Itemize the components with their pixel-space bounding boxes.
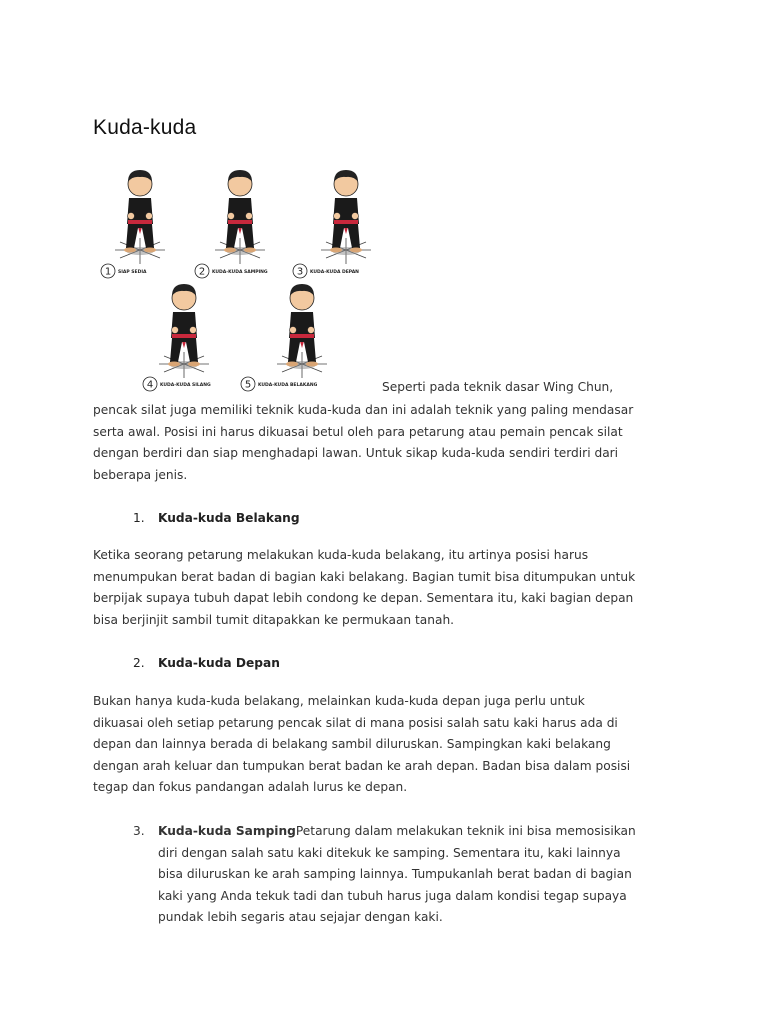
stance-label-1 (101, 264, 147, 278)
list-number: 3. (133, 824, 145, 838)
paragraph-line: tegap dan fokus pandangan adalah lurus ke depan. (93, 780, 408, 795)
stance-label-4 (143, 377, 211, 391)
svg-text:2: 2 (198, 266, 206, 278)
list-item-heading-1 (133, 508, 300, 530)
paragraph-line: depan dan lainnya berada di belakang sambil diluruskan. Sampingkan kaki belakang (93, 737, 611, 752)
intro-paragraph (93, 400, 678, 486)
paragraph-line: bisa berjinjit sambil tumit ditapakkan ke permukaan tanah. (93, 612, 455, 627)
svg-text:1: 1 (104, 266, 112, 278)
stance-figure-3 (321, 170, 371, 264)
stance-label-5 (241, 377, 318, 391)
stance-label-3 (293, 264, 359, 278)
list-number: 1. (133, 511, 145, 525)
svg-text:5: 5 (244, 379, 252, 391)
paragraph-line: Ketika seorang petarung melakukan kuda-kuda belakang, itu artinya posisi harus (93, 548, 589, 562)
stances-illustration (92, 160, 392, 400)
paragraph-line: Petarung dalam melakukan teknik ini bisa memosisikan (295, 824, 636, 838)
list-item-heading-2 (133, 653, 280, 675)
section-paragraph-2 (93, 691, 678, 799)
stance-figure-1 (115, 170, 165, 264)
paragraph-line: dikuasai oleh setiap petarung pencak silat di mana posisi salah satu kaki harus ada di (93, 715, 618, 730)
stance-figure-4 (159, 284, 209, 378)
paragraph-line: kaki yang Anda tekuk tadi dan tubuh harus juga dalam kondisi tegap supaya (158, 888, 627, 903)
paragraph-line: pundak lebih segaris atau sejajar dengan kaki. (158, 910, 443, 925)
svg-text:4: 4 (146, 379, 154, 391)
section-heading: Kuda-kuda Depan (158, 656, 280, 670)
svg-text:KUDA-KUDA DEPAN: KUDA-KUDA DEPAN (310, 270, 359, 275)
paragraph-line: berpijak supaya tubuh dapat lebih condong ke depan. Sementara itu, kaki bagian depan (93, 591, 634, 606)
intro-line: serta awal. Posisi ini harus dikuasai betul oleh para petarung atau pemain pencak silat (93, 424, 623, 439)
paragraph-line: bisa diluruskan ke arah samping lainnya. Tumpukanlah berat badan di bagian (158, 867, 632, 882)
section-paragraph-1 (93, 545, 678, 631)
list-item-3 (133, 821, 698, 929)
list-number: 2. (133, 656, 145, 670)
stance-figure-5 (277, 284, 327, 378)
paragraph-line: diri dengan salah satu kaki ditekuk ke samping. Sementara itu, kaki lainnya (158, 845, 621, 860)
paragraph-line: Bukan hanya kuda-kuda belakang, melainkan kuda-kuda depan juga perlu untuk (93, 694, 585, 708)
svg-text:KUDA-KUDA SILANG: KUDA-KUDA SILANG (160, 383, 211, 388)
paragraph-line: menumpukan berat badan di bagian kaki belakang. Bagian tumit bisa ditumpukan untuk (93, 569, 636, 584)
intro-line: beberapa jenis. (93, 467, 188, 482)
intro-line: pencak silat juga memiliki teknik kuda-kuda dan ini adalah teknik yang paling mendasar (93, 403, 634, 417)
section-heading: Kuda-kuda Belakang (158, 511, 300, 525)
svg-text:KUDA-KUDA SAMPING: KUDA-KUDA SAMPING (212, 270, 268, 275)
page-title: Kuda-kuda (93, 116, 197, 139)
intro-line: dengan berdiri dan siap menghadapi lawan. Untuk sikap kuda-kuda sendiri terdiri dari (93, 446, 619, 461)
section-heading: Kuda-kuda Samping (158, 824, 296, 838)
paragraph-line: dengan arah keluar dan tumpukan berat badan ke arah depan. Badan bisa dalam posisi (93, 758, 631, 773)
svg-text:KUDA-KUDA BELAKANG: KUDA-KUDA BELAKANG (258, 383, 318, 388)
stance-figure-2 (215, 170, 265, 264)
intro-lead-text: Seperti pada teknik dasar Wing Chun, (382, 380, 614, 394)
stance-label-2 (195, 264, 268, 278)
svg-text:3: 3 (296, 266, 304, 278)
svg-text:SIAP SEDIA: SIAP SEDIA (118, 270, 147, 275)
